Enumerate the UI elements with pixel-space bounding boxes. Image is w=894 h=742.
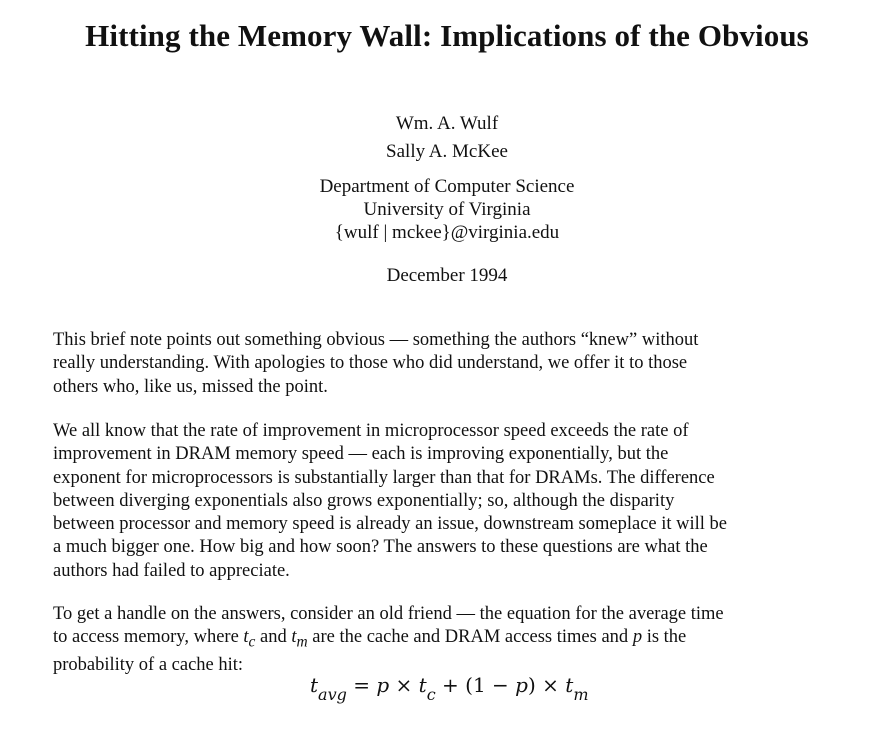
paragraph-line: others who, like us, missed the point. (53, 376, 328, 397)
text-run: is the (642, 627, 687, 648)
eq-sub-avg: avg (318, 685, 347, 704)
eq-t-avg: t (310, 673, 319, 697)
eq-paren-close: ) (527, 673, 536, 697)
department: Department of Computer Science (319, 176, 575, 197)
eq-tm: t (565, 673, 574, 697)
eq-tc: t (418, 673, 427, 697)
eq-sub-m: m (573, 685, 589, 704)
author-1: Wm. A. Wulf (395, 113, 499, 134)
email: {wulf | mckee}@virginia.edu (334, 222, 560, 243)
subscript-m: m (296, 633, 308, 651)
paragraph-line: To get a handle on the answers, consider an old friend — the equation for the average time (53, 604, 724, 624)
paragraph-3 (53, 603, 883, 678)
paragraph-line: improvement in DRAM memory speed — each is improving exponentially, but the (53, 444, 669, 465)
author-2: Sally A. McKee (386, 141, 508, 162)
paragraph-line: exponent for microprocessors is substantially larger than that for DRAMs. The difference (53, 467, 715, 488)
university: University of Virginia (363, 199, 531, 220)
eq-p2: p (515, 673, 528, 697)
eq-sub-c: c (426, 685, 436, 704)
text-run: are the cache and DRAM access times and (307, 627, 633, 648)
eq-times: × (389, 673, 419, 697)
paper-title: Hitting the Memory Wall: Implications of the Obvious (85, 18, 809, 53)
eq-equals: = (346, 673, 377, 697)
paragraph-line: between diverging exponentials also grows exponentially; so, although the disparity (53, 490, 675, 511)
paragraph-1 (53, 329, 883, 399)
subscript-c: c (248, 633, 256, 651)
paragraph-line: We all know that the rate of improvement in microprocessor speed exceeds the rate of (53, 421, 689, 441)
paragraph-line: a much bigger one. How big and how soon? The answers to these questions are what the (53, 537, 708, 558)
variable-p: p (632, 627, 643, 648)
paragraph-line: authors had failed to appreciate. (53, 560, 290, 581)
eq-p: p (376, 673, 390, 697)
text-run: and (255, 627, 292, 648)
paragraph-line: really understanding. With apologies to those who did understand, we offer it to those (53, 353, 688, 374)
eq-paren-open: (1 − (465, 673, 516, 697)
paragraph-2 (53, 420, 883, 583)
variable-tc: t (243, 627, 249, 648)
paragraph-line: probability of a cache hit: (53, 655, 244, 676)
average-access-time-equation (310, 673, 588, 704)
variable-tm: t (291, 627, 297, 648)
paragraph-line: between processor and memory speed is already an issue, downstream someplace it will be (53, 514, 728, 535)
eq-times-2: × (535, 673, 566, 697)
eq-plus: + (435, 673, 466, 697)
text-run: to access memory, where (53, 627, 244, 648)
paragraph-line: This brief note points out something obvious — something the authors “knew” without (53, 330, 699, 350)
paragraph-line (53, 626, 883, 654)
date: December 1994 (386, 265, 508, 286)
